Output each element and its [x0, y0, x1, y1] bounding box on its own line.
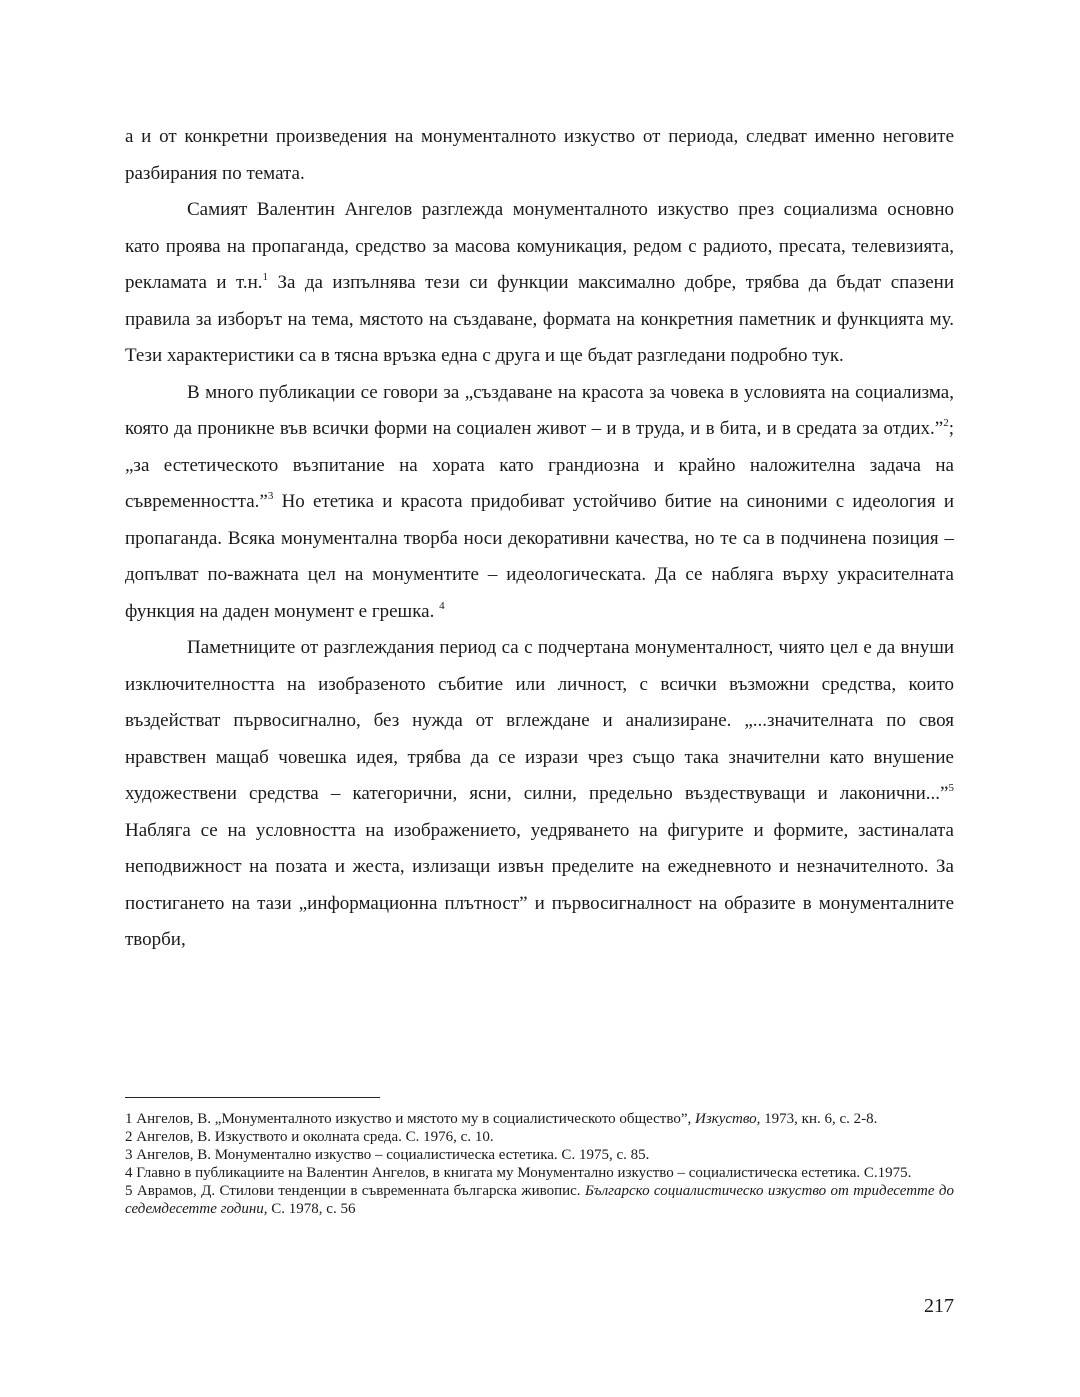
footnote	[125, 1164, 954, 1182]
text-run: Паметниците от разглеждания период са с подчертана монументалност, чиято цел е да внуши изключителността на изобразеното събитие или личност, с всички възможни средства, които въздействат първосигнално, без нужда от вглеждане и анализиране. „...значителната по своя нравствен мащаб човешка идея, трябва да се изрази чрез също така значителни като внушение художествени средства – категорични, ясни, силни, предельно въздествуващи и лаконични...”	[125, 637, 954, 804]
page-body	[125, 119, 954, 959]
footnote	[125, 1110, 954, 1128]
italic-text: Изкуство,	[695, 1111, 761, 1127]
footnote-separator	[125, 1097, 380, 1098]
text-run: 1973, кн. 6, с. 2-8.	[760, 1111, 878, 1127]
text-run: Набляга се на условността на изображението, уедряването на фигурите и формите, застиналата неподвижност на позата и жеста, излизащи извън пределите на ежедневното и незначителното. За постигането на тази „информационна плътност” и първосигналност на образите в монументалните творби,	[125, 819, 954, 950]
text-run: 4 Главно в публикациите на Валентин Ангелов, в книгата му Монументално изкуство – социалистическа естетика. С.1975.	[125, 1165, 912, 1181]
text-run: За да изпълнява тези си функции максимално добре, трябва да бъдат спазени правила за изборът на тема, мястото на създаване, формата на конкретния паметник и функцията му. Тези характеристики са в тясна връзка една с друга и ще бъдат разгледани подробно тук.	[125, 272, 955, 366]
paragraph	[125, 375, 954, 631]
footnote-reference: 5	[948, 781, 954, 794]
text-run: Самият Валентин Ангелов разглежда монументалното изкуство през социализма основно като проява на пропаганда, средство за масова комуникация, редом с радиото, пресата, телевизията, рекламата и т.н.	[125, 199, 954, 293]
footnote-reference: 2	[943, 416, 949, 429]
footnote	[125, 1128, 954, 1146]
text-run: а и от конкретни произведения на монументалното изкуство от периода, следват именно неговите разбирания по темата.	[125, 126, 954, 184]
paragraph	[125, 119, 954, 192]
text-run: Но ететика и красота придобиват устойчиво битие на синоними с идеология и пропаганда. Всяка монументална творба носи декоративни качества, но те са в подчинена позиция – допълват по-важната цел на монументите – идеологическата. Да се набляга върху украсителната функция на даден монумент е грешка.	[125, 491, 954, 622]
page-number: 217	[924, 1295, 954, 1317]
paragraph	[125, 192, 954, 375]
text-run: В много публикации се говори за „създаване на красота за човека в условията на социализма, която да проникне във всички форми на социален живот – и в труда, и в бита, и в средата за отдих.”	[125, 381, 954, 439]
footnote-reference: 3	[267, 489, 274, 502]
italic-text: Българско социалистическо изкуство от тридесетте до седемдесетте години	[125, 1183, 954, 1217]
text-run: ; „за естетическото възпитание на хората като грандиозна и крайно наложителна задача на съвременността.”	[125, 418, 954, 512]
footnotes	[125, 1110, 954, 1218]
text-run: 5 Аврамов, Д. Стилови тенденции в съвременната българска живопис.	[125, 1183, 585, 1199]
footnote	[125, 1182, 954, 1218]
text-run: 2 Ангелов, В. Изкуството и околната среда. С. 1976, с. 10.	[125, 1129, 494, 1145]
footnote	[125, 1146, 954, 1164]
text-run: , С. 1978, с. 56	[263, 1201, 356, 1217]
text-run: 3 Ангелов, В. Монументално изкуство – социалистическа естетика. С. 1975, с. 85.	[125, 1147, 650, 1163]
paragraph	[125, 630, 954, 959]
footnote-reference: 4	[439, 599, 445, 612]
text-run: 1 Ангелов, В. „Монументалното изкуство и мястото му в социалистическото общество”,	[125, 1111, 695, 1127]
footnote-reference: 1	[262, 270, 269, 283]
body-text	[125, 119, 954, 959]
